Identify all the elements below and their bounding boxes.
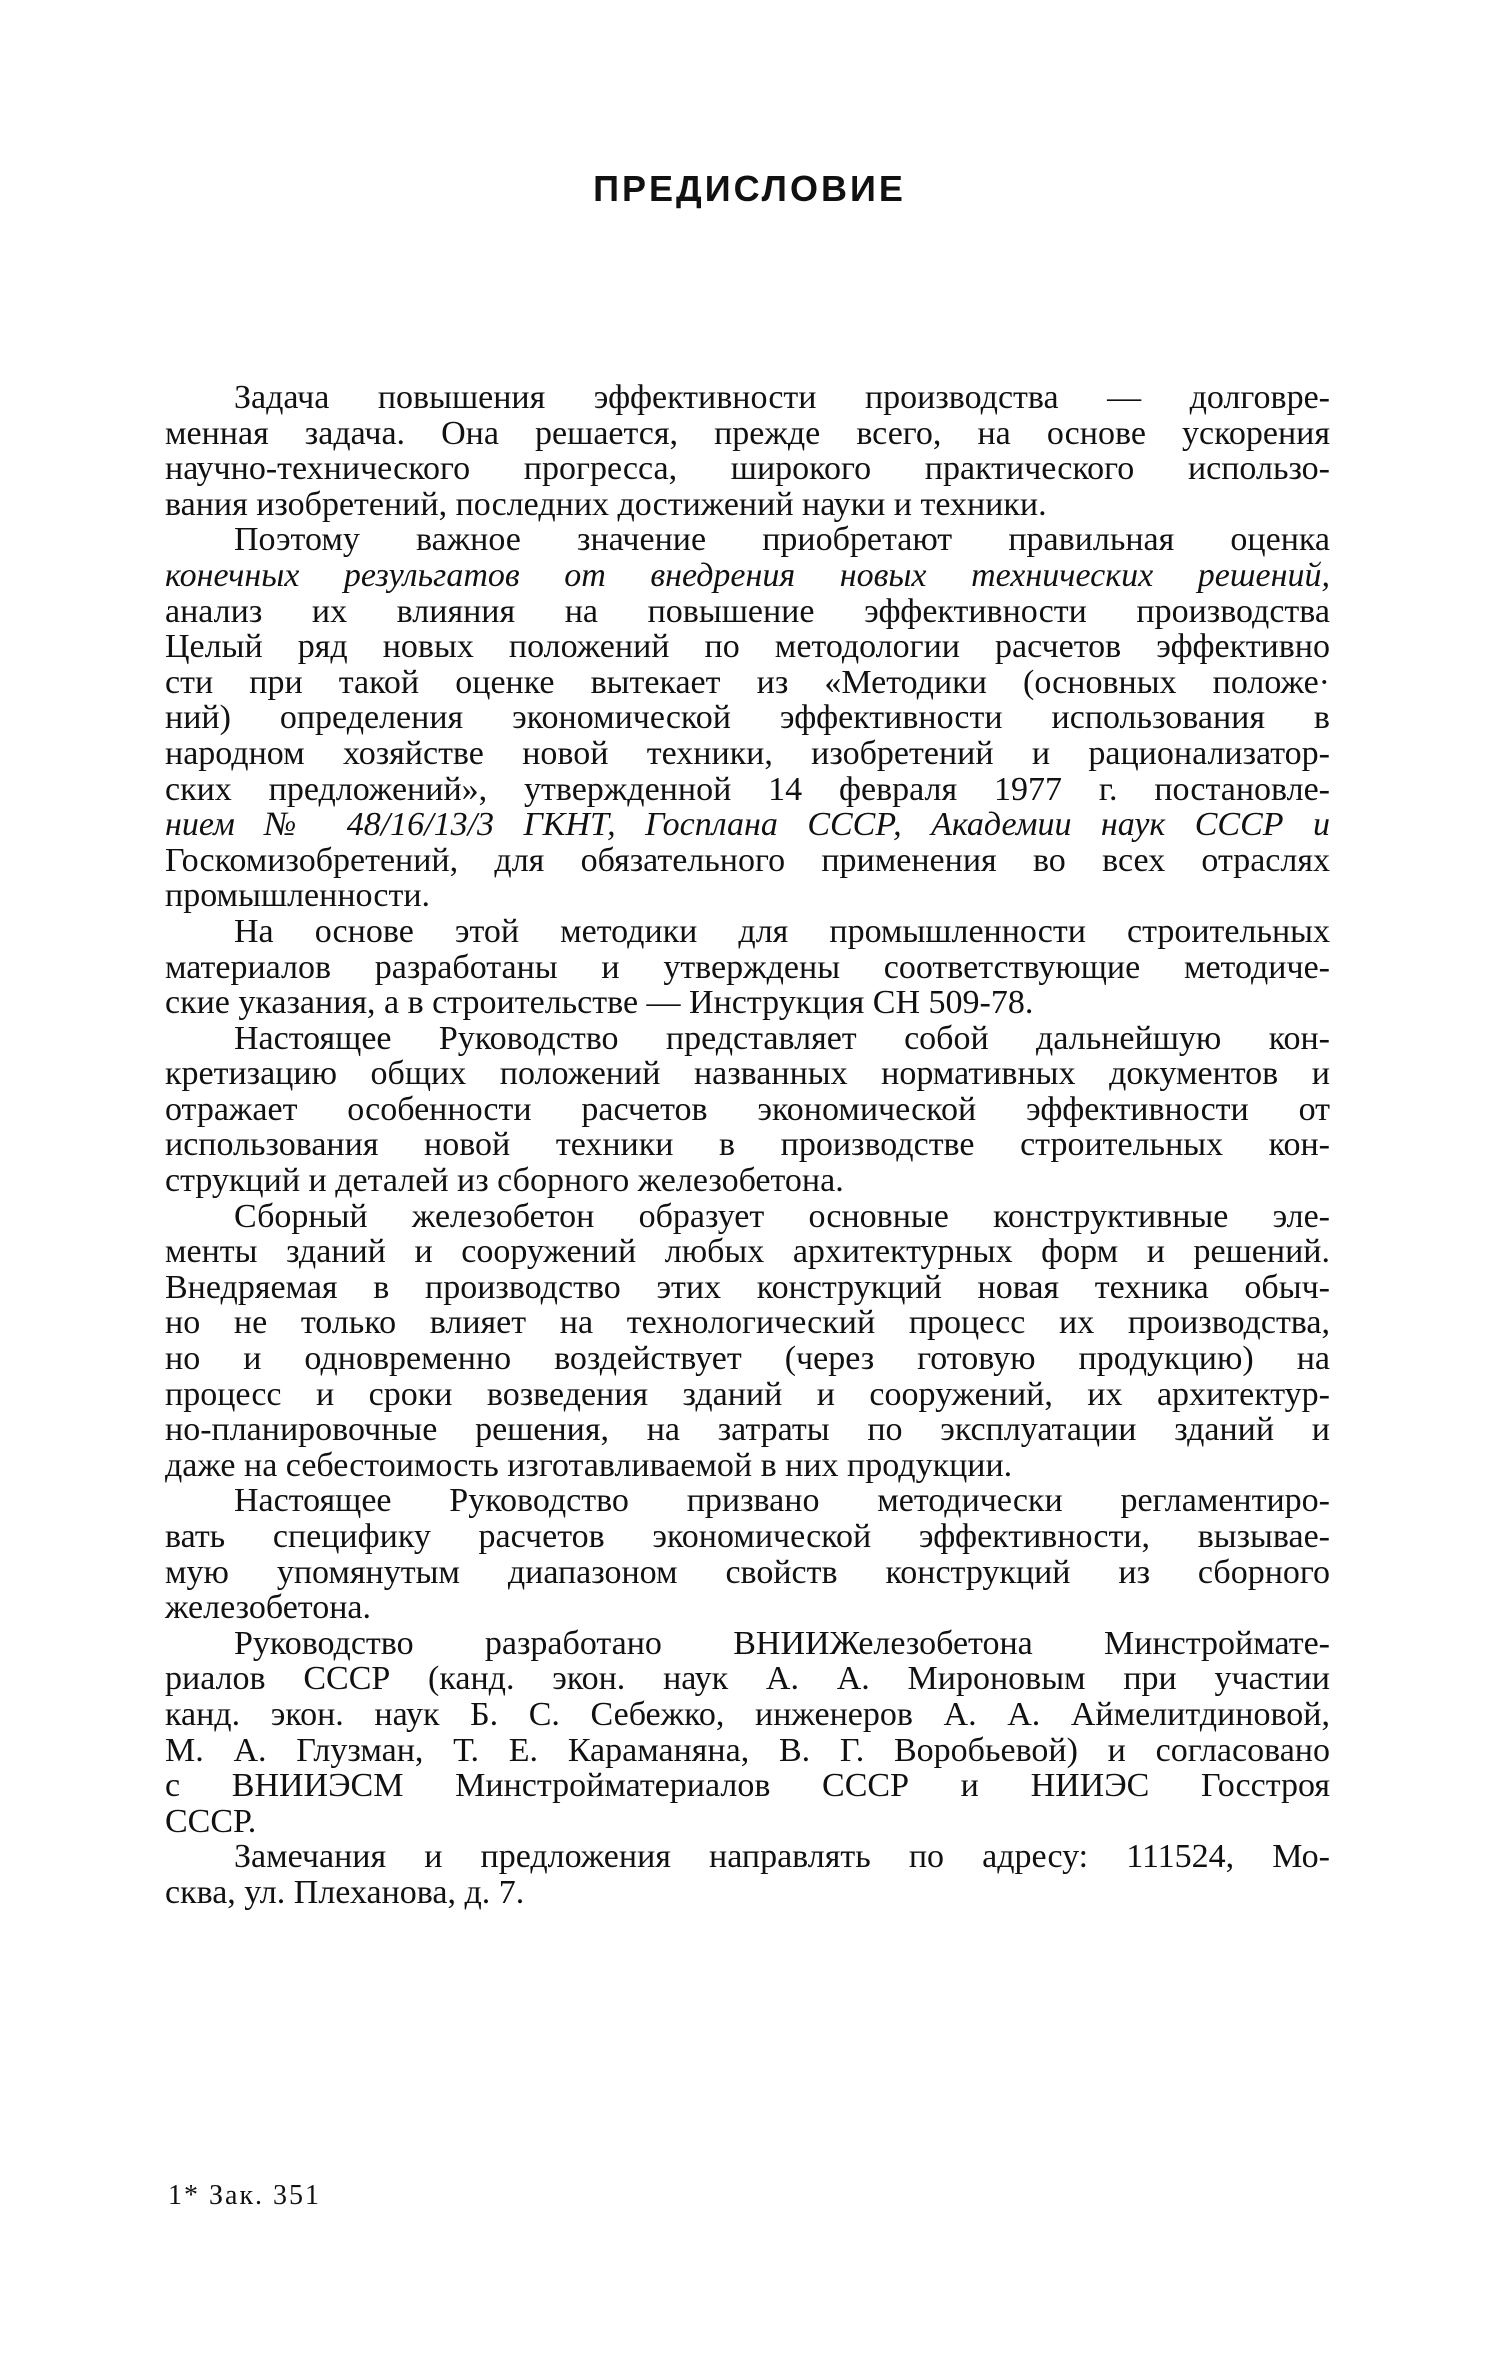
text-line: вать специфику расчетов экономической эффективности, вызывае- <box>165 1518 1330 1555</box>
text-line: научно-технического прогресса, широкого практического использо- <box>165 450 1330 488</box>
text-line: но-планировочные решения, на затраты по эксплуатации зданий и <box>165 1411 1330 1449</box>
text-line: ний) определения экономической эффективности использования в <box>165 699 1330 737</box>
text-line: Настоящее Руководство представляет собой дальнейшую кон- <box>234 1019 1330 1057</box>
text-line: Руководство разработано ВНИИЖелезобетона Минстроймате- <box>234 1624 1330 1662</box>
text-line: канд. экон. наук Б. С. Себежко, инженеров А. А. Аймелитдиновой, <box>165 1695 1330 1733</box>
text-line: материалов разработаны и утверждены соответствующие методиче- <box>165 948 1330 986</box>
text-line: промышленности. <box>165 877 431 915</box>
text-line: анализ их влияния на повышение эффективности производства <box>165 592 1330 630</box>
text-line: Внедряемая в производство этих конструкций новая техника обыч- <box>165 1268 1330 1306</box>
text-line: народном хозяйстве новой техники, изобретений и рационализатор- <box>165 734 1330 772</box>
paragraph <box>165 1839 1330 1910</box>
text-line: Задача повышения эффективности производства — долговре- <box>234 379 1330 416</box>
text-line: но и одновременно воздействует (через готовую продукцию) на <box>165 1340 1330 1378</box>
paragraph <box>165 522 1330 914</box>
text-line: вания изобретений, последних достижений науки и техники. <box>165 485 1047 523</box>
text-line: сква, ул. Плеханова, д. 7. <box>165 1873 525 1911</box>
text-line: мую упомянутым диапазоном свойств конструкций из сборного <box>165 1553 1330 1591</box>
body-text <box>165 380 1330 1911</box>
text-line: струкций и деталей из сборного железобетона. <box>165 1162 844 1200</box>
text-line: риалов СССР (канд. экон. наук А. А. Мироновым при участии <box>165 1660 1330 1698</box>
paragraph <box>165 380 1330 522</box>
text-line: ские указания, а в строительстве — Инструкция СН 509-78. <box>165 984 1034 1022</box>
text-line: кретизацию общих положений названных нормативных документов и <box>165 1055 1330 1093</box>
text-line: использования новой техники в производстве строительных кон- <box>165 1126 1330 1164</box>
paragraph <box>165 1199 1330 1484</box>
text-line: Замечания и предложения направлять по адресу: 111524, Мо- <box>234 1838 1330 1876</box>
text-line: Настоящее Руководство призвано методически регламентиро- <box>234 1482 1330 1520</box>
text-line: ских предложений», утвержденной 14 февраля 1977 г. постановле- <box>165 770 1330 808</box>
text-line: с ВНИИЭСМ Минстройматериалов СССР и НИИЭС Госстроя <box>165 1767 1330 1805</box>
paragraph <box>165 1021 1330 1199</box>
text-line: Сборный железобетон образует основные конструктивные эле- <box>234 1197 1330 1235</box>
text-line: СССР. <box>165 1802 257 1840</box>
text-line: процесс и сроки возведения зданий и сооружений, их архитектур- <box>165 1375 1330 1413</box>
text-line: даже на себестоимость изготавливаемой в них продукции. <box>165 1446 1013 1484</box>
page-title: ПРЕДИСЛОВИЕ <box>593 168 906 209</box>
paragraph <box>165 1483 1330 1625</box>
text-line: нием № 48/16/13/3 ГКНТ, Госплана СССР, Академии наук СССР и <box>165 806 1330 844</box>
text-line: Поэтому важное значение приобретают правильная оценка <box>234 521 1330 559</box>
text-line: Госкомизобретений, для обязательного применения во всех отраслях <box>165 841 1330 879</box>
paragraph <box>165 1626 1330 1840</box>
text-line: Целый ряд новых положений по методологии расчетов эффективно <box>165 628 1330 666</box>
paragraph <box>165 914 1330 1021</box>
text-line: но не только влияет на технологический процесс их производства, <box>165 1304 1330 1342</box>
text-line: менты зданий и сооружений любых архитектурных форм и решений. <box>165 1233 1330 1271</box>
text-line: конечных резульгатов от внедрения новых технических решений, <box>165 556 1330 594</box>
text-line: М. А. Глузман, Т. Е. Караманяна, В. Г. Воробьевой) и согласовано <box>165 1731 1330 1769</box>
printing-order-note: 1* Зак. 351 <box>168 2180 322 2211</box>
text-line: отражает особенности расчетов экономической эффективности от <box>165 1090 1330 1128</box>
text-line: На основе этой методики для промышленности строительных <box>234 912 1330 950</box>
text-line: менная задача. Она решается, прежде всего, на основе ускорения <box>165 414 1330 452</box>
text-line: железобетона. <box>165 1589 371 1627</box>
text-line: сти при такой оценке вытекает из «Методики (основных положе· <box>165 663 1330 701</box>
